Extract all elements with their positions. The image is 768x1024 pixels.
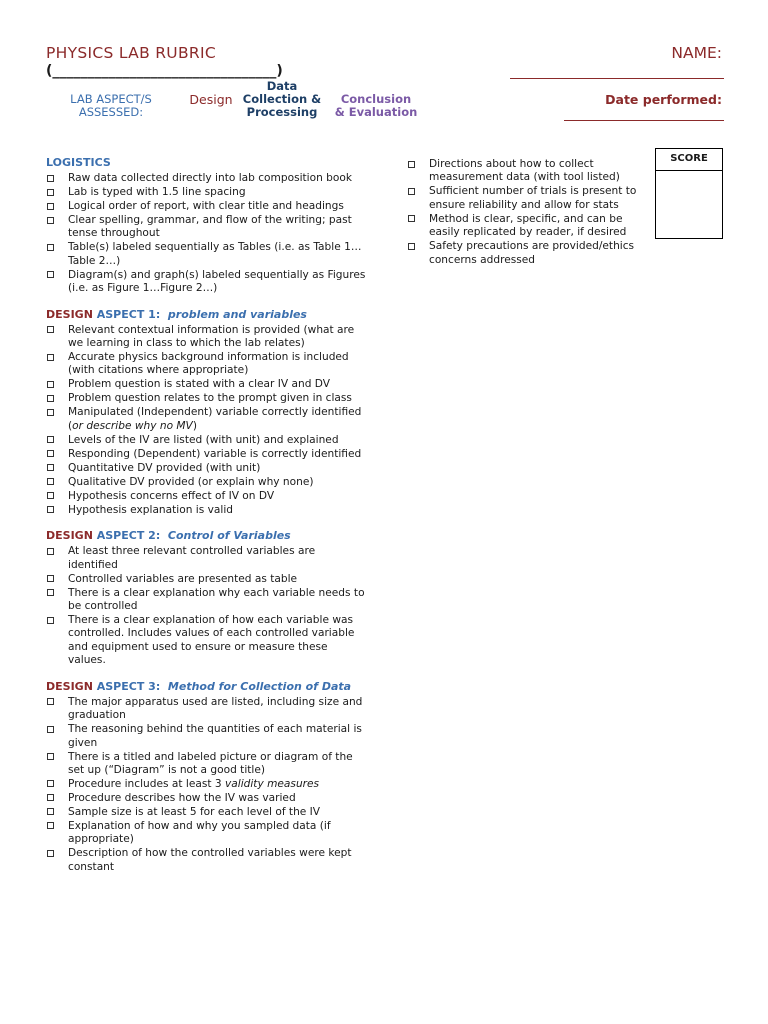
checklist-item[interactable]: Procedure describes how the IV was varied — [46, 792, 368, 805]
checkbox-icon[interactable] — [47, 780, 54, 787]
section-design-aspect-1 — [46, 308, 368, 518]
checklist-item[interactable]: Method is clear, specific, and can be easily replicated by reader, if desired — [407, 213, 643, 240]
checklist-item[interactable]: Relevant contextual information is provided (what are we learning in class to which the lab relates) — [46, 324, 368, 351]
checkbox-icon[interactable] — [47, 794, 54, 801]
checklist-item[interactable]: There is a titled and labeled picture or diagram of the set up (“Diagram” is not a good title) — [46, 751, 368, 778]
date-performed-label: Date performed: — [605, 92, 722, 107]
checkbox-icon[interactable] — [47, 395, 54, 402]
checkbox-icon[interactable] — [47, 354, 54, 361]
right-column — [407, 158, 643, 268]
checkbox-icon[interactable] — [47, 589, 54, 596]
page-title: PHYSICS LAB RUBRIC — [46, 44, 216, 62]
checklist-item[interactable]: Sample size is at least 5 for each level of the IV — [46, 806, 368, 819]
checkbox-icon[interactable] — [47, 808, 54, 815]
checkbox-icon[interactable] — [47, 450, 54, 457]
checklist-item[interactable]: Safety precautions are provided/ethics concerns addressed — [407, 240, 643, 267]
section-heading: DESIGN ASPECT 3: Method for Collection of Data — [46, 679, 352, 693]
name-label: NAME: — [671, 44, 722, 62]
checklist-item[interactable]: Quantitative DV provided (with unit) — [46, 462, 368, 475]
checklist-item[interactable]: At least three relevant controlled variables are identified — [46, 545, 368, 572]
checklist-item[interactable]: Problem question is stated with a clear IV and DV — [46, 378, 368, 391]
checklist-item[interactable]: Hypothesis explanation is valid — [46, 504, 368, 517]
checklist-item[interactable]: Description of how the controlled variables were kept constant — [46, 847, 368, 874]
lab-aspects-label: LAB ASPECT/S ASSESSED: — [70, 92, 152, 119]
checkbox-icon[interactable] — [47, 575, 54, 582]
name-blank-line — [510, 78, 724, 79]
checkbox-icon[interactable] — [47, 822, 54, 829]
checkbox-icon[interactable] — [408, 243, 415, 250]
checkbox-icon[interactable] — [47, 726, 54, 733]
checklist-item[interactable]: There is a clear explanation why each variable needs to be controlled — [46, 587, 368, 614]
checklist-item[interactable]: Responding (Dependent) variable is correctly identified — [46, 448, 368, 461]
checkbox-icon[interactable] — [47, 753, 54, 760]
checklist-item[interactable]: Procedure includes at least 3 validity measures — [46, 778, 368, 791]
checkbox-icon[interactable] — [47, 409, 54, 416]
checkbox-icon[interactable] — [47, 850, 54, 857]
checklist-item[interactable]: Manipulated (Independent) variable correctly identified (or describe why no MV) — [46, 406, 368, 433]
checkbox-icon[interactable] — [47, 203, 54, 210]
checkbox-icon[interactable] — [47, 217, 54, 224]
checklist-item[interactable]: Levels of the IV are listed (with unit) and explained — [46, 434, 368, 447]
section-design-aspect-2 — [46, 529, 368, 667]
checkbox-icon[interactable] — [47, 189, 54, 196]
checklist-item[interactable]: Accurate physics background information is included (with citations where appropriate) — [46, 351, 368, 378]
checkbox-icon[interactable] — [47, 478, 54, 485]
checkbox-icon[interactable] — [47, 492, 54, 499]
title-blank-line: (________________________________) — [46, 63, 283, 79]
checklist-item[interactable]: The reasoning behind the quantities of each material is given — [46, 723, 368, 750]
score-box — [655, 148, 723, 239]
checklist-item[interactable]: Diagram(s) and graph(s) labeled sequentially as Figures (i.e. as Figure 1…Figure 2…) — [46, 269, 368, 296]
checklist-item[interactable]: Table(s) labeled sequentially as Tables (i.e. as Table 1… Table 2…) — [46, 241, 368, 268]
checklist-item[interactable]: Logical order of report, with clear title and headings — [46, 200, 368, 213]
section-heading: DESIGN ASPECT 1: problem and variables — [46, 307, 307, 321]
checklist-item[interactable]: The major apparatus used are listed, including size and graduation — [46, 696, 368, 723]
checkbox-icon[interactable] — [47, 244, 54, 251]
checkbox-icon[interactable] — [47, 381, 54, 388]
checklist-item[interactable]: There is a clear explanation of how each variable was controlled. Includes values of each controlled variable and equipment used to ensure or measure these values. — [46, 614, 368, 668]
aspect-conclusion: Conclusion & Evaluation — [334, 92, 418, 119]
checklist-item[interactable]: Controlled variables are presented as table — [46, 573, 368, 586]
aspect-design: Design — [189, 92, 233, 107]
checklist-item[interactable]: Lab is typed with 1.5 line spacing — [46, 186, 368, 199]
checkbox-icon[interactable] — [47, 548, 54, 555]
checklist-item[interactable]: Directions about how to collect measurement data (with tool listed) — [407, 158, 643, 185]
checkbox-icon[interactable] — [47, 464, 54, 471]
section-heading: DESIGN ASPECT 2: Control of Variables — [46, 529, 291, 543]
section-design-aspect-3 — [46, 680, 368, 874]
checklist-item[interactable]: Problem question relates to the prompt given in class — [46, 392, 368, 405]
score-label: SCORE — [656, 149, 722, 171]
checklist-item[interactable]: Sufficient number of trials is present to ensure reliability and allow for stats — [407, 185, 643, 212]
aspect-data-collection: Data Collection & Processing — [242, 79, 322, 119]
checkbox-icon[interactable] — [47, 698, 54, 705]
checkbox-icon[interactable] — [47, 436, 54, 443]
left-column — [46, 156, 368, 886]
section-logistics — [46, 156, 368, 296]
checkbox-icon[interactable] — [408, 215, 415, 222]
checklist-item[interactable]: Qualitative DV provided (or explain why none) — [46, 476, 368, 489]
checkbox-icon[interactable] — [47, 175, 54, 182]
checklist-item[interactable]: Clear spelling, grammar, and flow of the writing; past tense throughout — [46, 214, 368, 241]
checkbox-icon[interactable] — [47, 617, 54, 624]
checkbox-icon[interactable] — [47, 506, 54, 513]
date-blank-line — [564, 120, 724, 121]
checklist-item[interactable]: Explanation of how and why you sampled data (if appropriate) — [46, 820, 368, 847]
checkbox-icon[interactable] — [408, 161, 415, 168]
checkbox-icon[interactable] — [47, 271, 54, 278]
section-heading: LOGISTICS — [46, 156, 111, 169]
checkbox-icon[interactable] — [47, 326, 54, 333]
checklist-item[interactable]: Hypothesis concerns effect of IV on DV — [46, 490, 368, 503]
checklist-item[interactable]: Raw data collected directly into lab composition book — [46, 172, 368, 185]
checkbox-icon[interactable] — [408, 188, 415, 195]
